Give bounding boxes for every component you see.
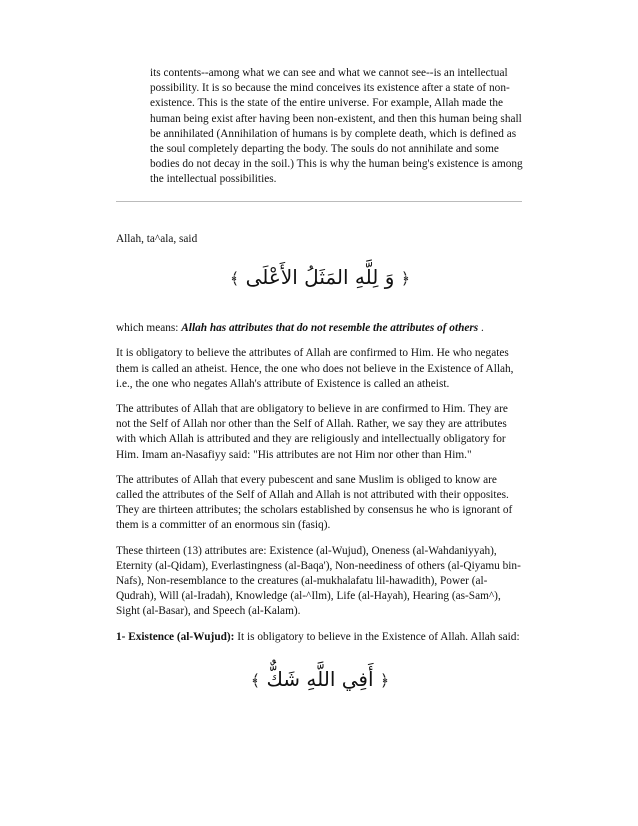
main-content [116,232,524,701]
meaning-suffix: . [478,322,484,335]
meaning-line [116,321,524,336]
meaning-prefix: which means: [116,322,182,335]
verse2-text: أَفِي اللَّهِ شَكٌّ [266,666,374,691]
quran-verse-2 [116,667,524,701]
paragraph-existence [116,630,524,645]
paragraph-thirteen-attributes: The attributes of Allah that every pubescent and sane Muslim is obliged to know are called the attributes of the Self of Allah and Allah is not attributed with their opposites. They are thirteen attributes; the scholars established by consensus he who is ignorant of them is a committer of an enormous sin (fasiq). [116,473,513,532]
meaning-emphasis: Allah has attributes that do not resemble the attributes of others [181,322,479,335]
verse2-close-bracket: ﴾ [250,670,261,690]
existence-heading: 1- Existence (al-Wujud): [116,630,235,643]
verse-close-bracket: ﴾ [229,269,240,289]
paragraph-obligatory-belief: It is obligatory to believe the attributes of Allah are confirmed to Him. He who negates them is called an atheist. Hence, the one who does not believe in the Existence of Allah, i.e., the one who negates Allah's attribute of Existence is called an atheist. [116,347,514,390]
verse2-open-bracket: ﴿ [379,670,390,690]
paragraph-attributes-confirmed: The attributes of Allah that are obligatory to believe in are confirmed to Him. They are not the Self of Allah nor other than the Self of Allah. Rather, we say they are attributes with which Allah is attributed and they are religiously and intellectually obligatory for Him. Imam an-Nasafiyy said: "His attributes are not Him nor other than Him." [116,403,508,461]
verse-open-bracket: ﴿ [400,269,411,289]
paragraph-attributes-list: These thirteen (13) attributes are: Existence (al-Wujud), Oneness (al-Wahdaniyyah), Eternity (al-Qidam), Everlastingness (al-Baqa'), Non-neediness of others (al-Qiyamu bin-Nafs), Non-resemblance to the creatures (al-mukhalafatu lil-hawadith), Power (al-Qudrah), Will (al-Iradah), Knowledge (al-^Ilm), Life (al-Hayah), Hearing (as-Sam^), Sight (al-Basar), and Speech (al-Kalam). [116,544,521,618]
verse-text: وَ لِلَّهِ المَثَلُ الأَعْلَى [245,265,395,290]
indented-paragraph: its contents--among what we can see and what we cannot see--is an intellectual possibility. It is so because the mind conceives its existence after a state of non-existence. This is the state of the entire universe. For example, Allah made the human being exist after having been non-existent, and then this human being shall be annihilated (Annihilation of humans is by complete death, which is defined as the soul completely departing the body. The souls do not annihilate and some bodies do not decay in the soil.) This is why the human being's existence is among the intellectual possibilities. [150,67,523,186]
quran-verse-1 [116,265,524,299]
horizontal-divider [116,201,522,202]
existence-text: It is obligatory to believe in the Existence of Allah. Allah said: [234,630,520,643]
said-line: Allah, ta^ala, said [116,233,198,245]
